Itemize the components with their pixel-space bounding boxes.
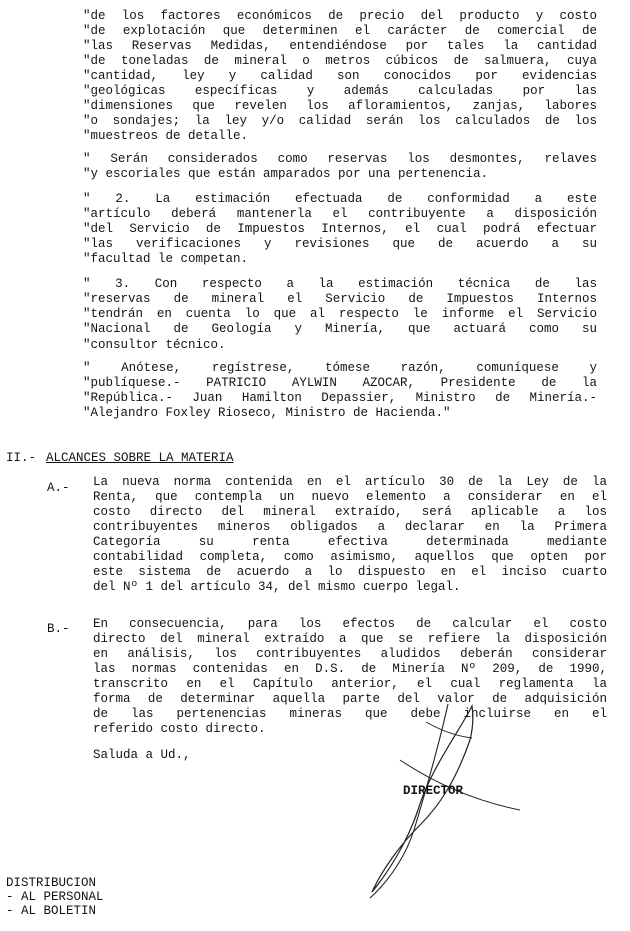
- distribution-item: - AL PERSONAL: [6, 890, 104, 904]
- item-a-line: contribuyentes mineros obligados a declarar en la Primera: [93, 520, 607, 534]
- quote-line: "y escoriales que están amparados por una pertenencia.: [83, 167, 489, 181]
- item-a-line: este sistema de acuerdo a lo dispuesto en el inciso cuarto: [93, 565, 607, 579]
- item-a-line: Categoría su renta efectiva determinada mediante: [93, 535, 607, 549]
- item-b-line: en análisis, los contribuyentes aludidos deberán considerar: [93, 647, 607, 661]
- item-b-label: B.-: [47, 622, 70, 636]
- item-b-line: de las pertenencias mineras que debe incluirse en el: [93, 707, 607, 721]
- quote-line: "Alejandro Foxley Rioseco, Ministro de Hacienda.": [83, 406, 451, 420]
- quote-line: "las Reservas Medidas, entendiéndose por tales la cantidad: [83, 39, 597, 53]
- quote-line: "reservas de mineral el Servicio de Impuestos Internos: [83, 292, 597, 306]
- distribution-item: - AL BOLETIN: [6, 904, 97, 918]
- signature: [360, 700, 580, 900]
- quote-line: "cantidad, ley y calidad son conocidos por evidencias: [83, 69, 597, 83]
- quote-line: "las verificaciones y revisiones que de acuerdo a su: [83, 237, 597, 251]
- item-b-line: las normas contenidas en D.S. de Minería Nº 209, de 1990,: [93, 662, 607, 676]
- salutation: Saluda a Ud.,: [93, 748, 191, 762]
- quote-line: " Anótese, regístrese, tómese razón, comuníquese y: [83, 361, 597, 375]
- quote-line: "o sondajes; la ley y/o calidad serán los calculados de los: [83, 114, 597, 128]
- distribution-title: DISTRIBUCION: [6, 876, 97, 890]
- quote-line: "consultor técnico.: [83, 338, 226, 352]
- quote-line: "de explotación que determinen el carácter de comercial de: [83, 24, 597, 38]
- quote-line: "Nacional de Geología y Minería, que actuará como su: [83, 322, 597, 336]
- quote-line: "República.- Juan Hamilton Depassier, Ministro de Minería.-: [83, 391, 597, 405]
- item-a-line: costo directo del mineral extraído, será aplicable a los: [93, 505, 607, 519]
- quote-line: "facultad le competan.: [83, 252, 249, 266]
- quote-line: "dimensiones que revelen los afloramientos, zanjas, labores: [83, 99, 597, 113]
- section-number: II.-: [6, 451, 37, 465]
- item-a-line: contabilidad completa, como asimismo, aquellos que opten por: [93, 550, 607, 564]
- quote-line: "muestreos de detalle.: [83, 129, 249, 143]
- quote-line: " Serán considerados como reservas los desmontes, relaves: [83, 152, 597, 166]
- section-title: ALCANCES SOBRE LA MATERIA: [46, 451, 234, 465]
- quote-line: "geológicas específicas y además calculadas por las: [83, 84, 597, 98]
- quote-line: "del Servicio de Impuestos Internos, el cual podrá efectuar: [83, 222, 597, 236]
- quote-line: " 3. Con respecto a la estimación técnica de las: [83, 277, 597, 291]
- item-a-label: A.-: [47, 481, 70, 495]
- item-a-line: Renta, que contempla un nuevo elemento a considerar en el: [93, 490, 607, 504]
- item-b-line: forma de determinar aquella parte del valor de adquisición: [93, 692, 607, 706]
- signer-title: DIRECTOR: [403, 784, 464, 798]
- item-b-line: directo del mineral extraído a que se refiere la disposición: [93, 632, 607, 646]
- item-b-line: referido costo directo.: [93, 722, 266, 736]
- item-b-line: En consecuencia, para los efectos de calcular el costo: [93, 617, 607, 631]
- quote-line: "artículo deberá mantenerla el contribuyente a disposición: [83, 207, 597, 221]
- quote-line: "de toneladas de mineral o metros cúbicos de salmuera, cuya: [83, 54, 597, 68]
- quote-line: "de los factores económicos de precio del producto y costo: [83, 9, 597, 23]
- quote-line: "publíquese.- PATRICIO AYLWIN AZOCAR, Presidente de la: [83, 376, 597, 390]
- item-b-line: transcrito en el Capítulo anterior, el cual reglamenta la: [93, 677, 607, 691]
- quote-line: " 2. La estimación efectuada de conformidad a este: [83, 192, 597, 206]
- item-a-line: La nueva norma contenida en el artículo 30 de la Ley de la: [93, 475, 607, 489]
- item-a-line: del Nº 1 del artículo 34, del mismo cuerpo legal.: [93, 580, 461, 594]
- quote-line: "tendrán en cuenta lo que al respecto le informe el Servicio: [83, 307, 597, 321]
